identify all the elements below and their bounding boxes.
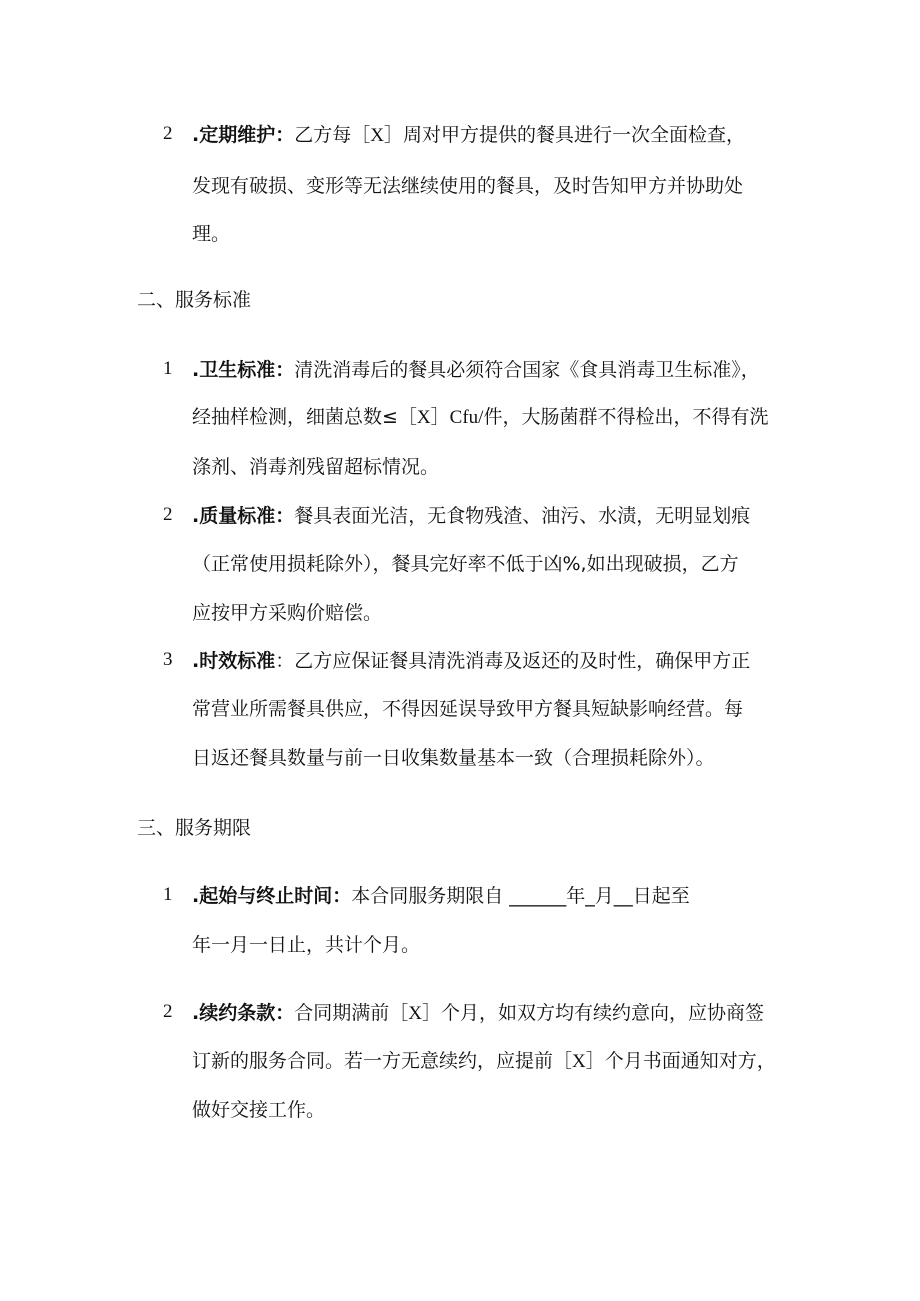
clause-number: 1 <box>163 884 173 905</box>
clause-line <box>192 505 750 527</box>
clause-title: .卫生标准： <box>192 359 295 381</box>
clause-number: 2 <box>163 1001 173 1022</box>
clause-line <box>192 885 690 907</box>
placeholder-x: ［X］ <box>351 125 403 146</box>
clause-text: 周对甲方提供的餐具进行一次全面检查， <box>402 124 745 146</box>
clause-text: 合同期满前 <box>294 1002 390 1024</box>
clause-line: 年一月一日止，共计个月。 <box>192 934 421 956</box>
clause-line: 涤剂、消毒剂残留超标情况。 <box>192 456 440 478</box>
section-heading-standards: 二、服务标准 <box>137 289 252 311</box>
clause-text: 个月书面通知对方， <box>604 1050 776 1072</box>
clause-number: 1 <box>163 358 173 379</box>
clause-line: 应按甲方采购价赔偿。 <box>192 602 383 624</box>
clause-number: 3 <box>163 649 173 670</box>
clause-line <box>192 1050 776 1073</box>
clause-number: 2 <box>163 123 173 144</box>
clause-title: .续约条款： <box>192 1002 295 1024</box>
clause-text: 餐具表面光洁，无食物残渣、油污、水渍，无明显划痕 <box>294 505 751 527</box>
clause-title: .质量标准： <box>192 505 295 527</box>
clause-line <box>192 650 750 672</box>
section-heading-term: 三、服务期限 <box>137 817 252 839</box>
clause-line: 做好交接工作。 <box>192 1099 326 1121</box>
clause-line <box>192 406 768 429</box>
placeholder-x: ［X］Cfu/ <box>397 407 484 428</box>
clause-line: 理。 <box>192 223 231 245</box>
placeholder-x: ［X］ <box>553 1051 605 1072</box>
clause-number: 2 <box>163 504 173 525</box>
clause-line <box>192 124 745 147</box>
clause-text: 经抽样检测，细菌总数≤ <box>192 406 398 428</box>
clause-line <box>192 359 760 381</box>
clause-text: ：乙方应保证餐具清洗消毒及返还的及时性，确保甲方正 <box>275 650 751 672</box>
clause-text: 订新的服务合同。若一方无意续约，应提前 <box>192 1050 554 1072</box>
clause-text: 个月，如双方均有续约意向，应协商签 <box>440 1002 764 1024</box>
clause-text: 清洗消毒后的餐具必须符合国家《食具消毒卫生标准》， <box>294 359 760 381</box>
placeholder-x: ［X］ <box>389 1003 441 1024</box>
clause-line: 日返还餐具数量与前一日收集数量基本一致（合理损耗除外）。 <box>192 747 715 769</box>
clause-line <box>192 1002 764 1025</box>
clause-title: .时效标准 <box>192 650 276 672</box>
clause-title: .起始与终止时间： <box>192 885 352 907</box>
clause-text: 本合同服务期限自 ______年_月__日起至 <box>351 885 690 907</box>
clause-title: .定期维护： <box>192 124 295 146</box>
clause-line: 常营业所需餐具供应，不得因延误导致甲方餐具短缺影响经营。每 <box>192 698 744 720</box>
clause-text: 件，大肠菌群不得检出，不得有洗 <box>483 406 769 428</box>
clause-line: 发现有破损、变形等无法继续使用的餐具，及时告知甲方并协助处 <box>192 175 744 197</box>
clause-text: 乙方每 <box>294 124 352 146</box>
clause-line: （正常使用损耗除外），餐具完好率不低于凶%,如出现破损，乙方 <box>192 553 739 575</box>
